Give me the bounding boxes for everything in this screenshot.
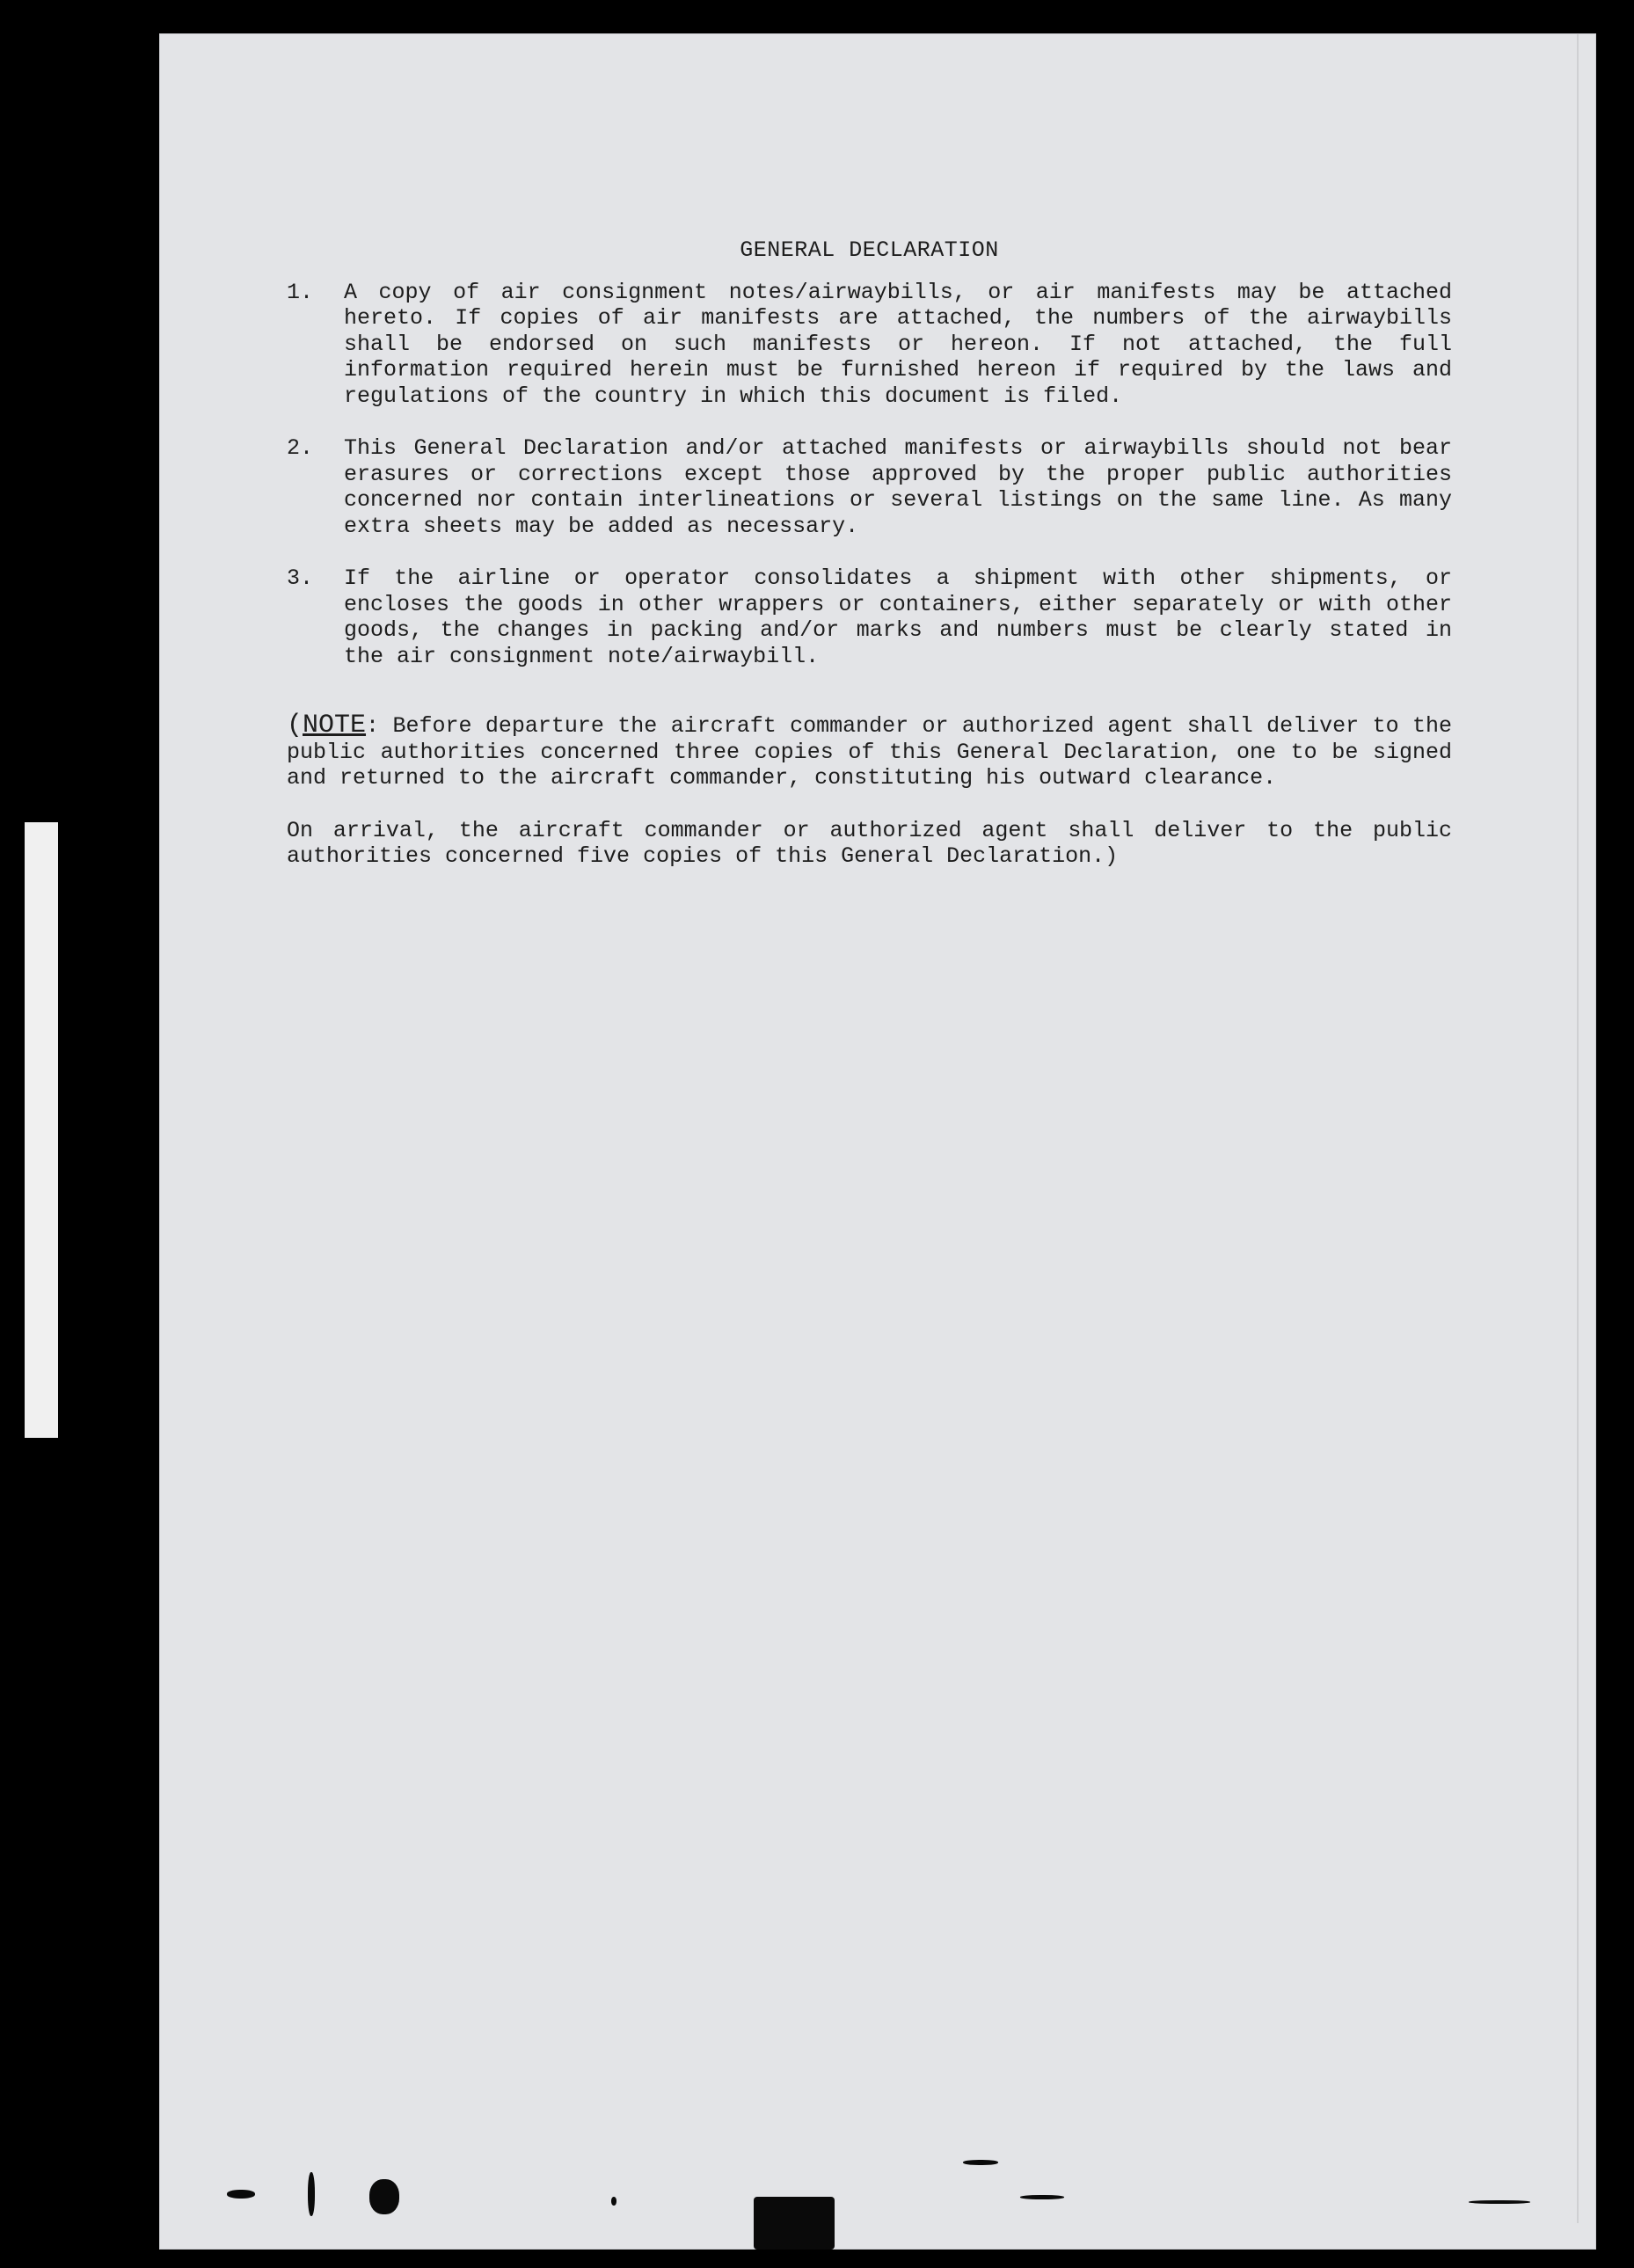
scan-side-strip	[25, 822, 58, 1438]
item-number: 3.	[287, 565, 314, 591]
document-body	[287, 237, 1452, 870]
ink-smudge	[611, 2197, 616, 2206]
ink-smudge	[963, 2160, 998, 2165]
item-text: A copy of air consignment notes/airwaybills, or air manifests may be attached hereto. If copies of air manifests are attached, the numbers of the airwaybills shall be endorsed on such manifests or hereon. If not attached, the full information required herein must be furnished hereon if required by the laws and regulations of the country in which this document is filed.	[344, 279, 1452, 409]
note-text: Before departure the aircraft commander or authorized agent shall deliver to the public authorities concerned three copies of this General Declaration, one to be signed and returned to the aircraft commander, constituting his outward clearance.	[287, 713, 1452, 791]
ink-smudge	[1469, 2200, 1530, 2204]
ink-smudge	[308, 2172, 315, 2216]
item-number: 2.	[287, 435, 314, 461]
page-crease	[1577, 33, 1579, 2223]
note-colon: :	[366, 713, 380, 739]
arrival-paragraph: On arrival, the aircraft commander or authorized agent shall deliver to the public authorities concerned five copies of this General Declaration.)	[287, 817, 1452, 869]
item-text: This General Declaration and/or attached manifests or airwaybills should not bear erasures or corrections except those approved by the proper public authorities concerned nor contain interlineations or several listings on the same line. As many extra sheets may be added as necessary.	[344, 435, 1452, 539]
item-text: If the airline or operator consolidates a shipment with other shipments, or encloses the goods in other wrappers or containers, either separately or with other goods, the changes in packing and/or marks and numbers must be clearly stated in the air consignment note/airwaybill.	[344, 565, 1452, 669]
note-open-paren: (	[287, 711, 303, 740]
note-paragraph	[287, 713, 1452, 791]
ink-smudge	[1020, 2195, 1064, 2199]
ink-smudge	[754, 2197, 835, 2250]
ink-smudge	[227, 2190, 255, 2199]
ink-smudge	[369, 2179, 399, 2214]
list-item	[287, 435, 1452, 539]
list-item	[287, 280, 1452, 410]
item-number: 1.	[287, 279, 314, 305]
list-item	[287, 565, 1452, 669]
note-label: NOTE	[303, 711, 367, 740]
document-title: GENERAL DECLARATION	[740, 237, 999, 263]
